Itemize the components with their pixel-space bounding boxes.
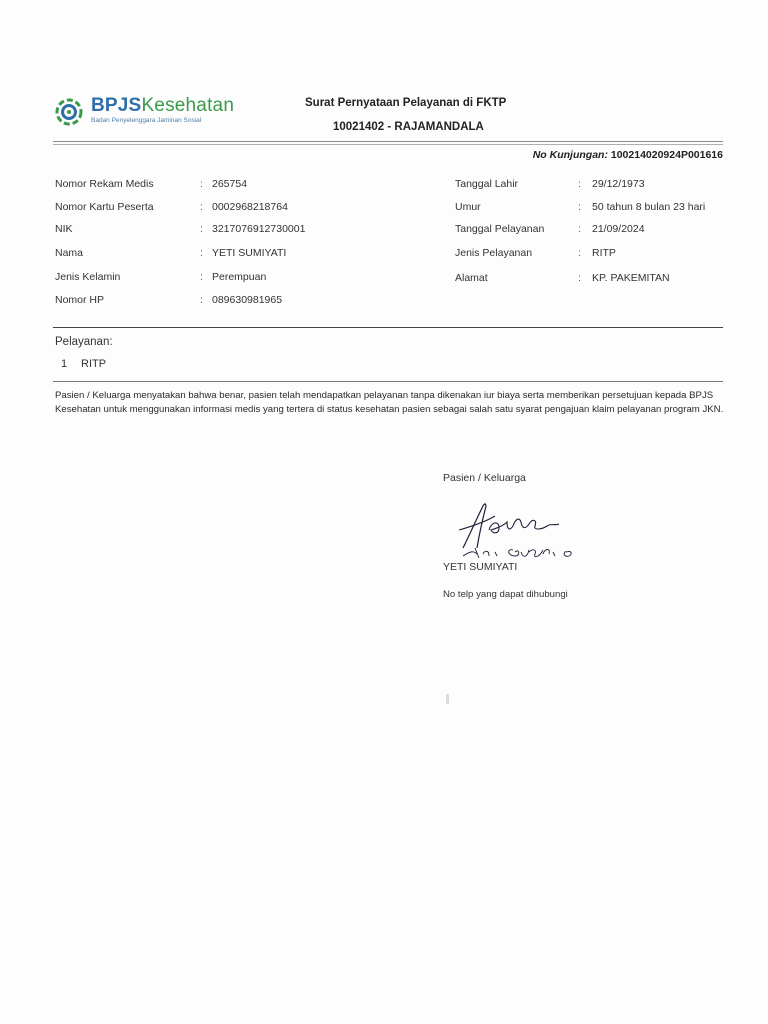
handwritten-signature: [455, 496, 615, 566]
field-label-birth-date: Tanggal Lahir: [455, 178, 519, 190]
field-label-address: Alamat: [455, 272, 488, 284]
field-label-gender: Jenis Kelamin: [55, 271, 121, 283]
field-value-medical-record: 265754: [212, 178, 248, 190]
signature-label: Pasien / Keluarga: [443, 472, 526, 484]
document-title: Surat Pernyataan Pelayanan di FKTP: [305, 97, 507, 109]
facility-code: 10021402 - RAJAMANDALA: [333, 121, 484, 133]
phone-contact-label: No telp yang dapat dihubungi: [443, 589, 568, 600]
field-value-nik: 3217076912730001: [212, 223, 306, 235]
brand-subtitle: Badan Penyelenggara Jaminan Sosial: [91, 117, 202, 124]
service-item-number: 1: [61, 358, 68, 370]
document-page: BPJSKesehatan Badan Penyelenggara Jaminan Sosial Surat Pernyataan Pelayanan di FKTP 10021402 - RAJAMANDALA No Kunjungan: 100214020924P001616 Nomor Rekam Medis : 265754 Nomor Kartu Peserta : 0002968218764 NIK : 3217076912730001 Nama : YETI SUMIYATI Jenis Kelamin : Perempuan Nomor HP : 089630981965 Tanggal Lahir : 29/12/1973 Umur : 50 tahun 8 bulan 23 hari Tanggal Pelayanan : 21/09/2024 Jenis Pelayanan : RITP Alamat : KP. PAKEMITAN Pelayanan: 1 RITP Pasien / Keluarga menyatakan bahwa benar, pasien telah mendapatkan pelayanan tanpa dikenakan iur biaya serta memberikan persetujuan kepada BPJS Kesehatan untuk menggunakan informasi medis yang tertera di status kesehatan pasien sebagai salah satu syarat pengajuan klaim pelayanan program JKN. Pasien / Keluarga YETI SUMIYATI No telp yang dapat dihubungi: [0, 0, 768, 1024]
field-value-age: 50 tahun 8 bulan 23 hari: [592, 201, 706, 213]
field-label-service-date: Tanggal Pelayanan: [455, 223, 545, 235]
field-label-phone: Nomor HP: [55, 294, 105, 306]
header-divider-bottom: [53, 144, 723, 145]
field-label-medical-record: Nomor Rekam Medis: [55, 178, 154, 190]
bpjs-logo-icon: [55, 98, 83, 126]
scan-artifact: [446, 694, 449, 704]
bpjs-logo: [55, 96, 234, 126]
field-value-address: KP. PAKEMITAN: [592, 272, 670, 284]
field-value-gender: Perempuan: [212, 271, 267, 283]
header-divider-top: [53, 141, 723, 142]
field-value-birth-date: 29/12/1973: [592, 178, 645, 190]
services-label: Pelayanan:: [55, 336, 113, 348]
field-value-name: YETI SUMIYATI: [212, 247, 287, 259]
service-item: [61, 358, 106, 370]
field-label-nik: NIK: [55, 223, 73, 235]
section-divider: [53, 327, 723, 328]
field-value-service-type: RITP: [592, 247, 616, 259]
field-label-service-type: Jenis Pelayanan: [455, 247, 533, 259]
consent-statement: Pasien / Keluarga menyatakan bahwa benar, pasien telah mendapatkan pelayanan tanpa dikenakan iur biaya serta memberikan persetujuan kepada BPJS Kesehatan untuk menggunakan informasi medis yang tertera di status kesehatan pasien sebagai salah satu syarat pengajuan klaim pelayanan program JKN.: [55, 390, 724, 415]
field-value-service-date: 21/09/2024: [592, 223, 645, 235]
field-value-phone: 089630981965: [212, 294, 283, 306]
visit-number: No Kunjungan: 100214020924P001616: [532, 149, 723, 161]
signer-name: YETI SUMIYATI: [443, 561, 518, 573]
field-value-card-number: 0002968218764: [212, 201, 288, 213]
brand-name: BPJSKesehatan: [91, 95, 235, 116]
field-label-card-number: Nomor Kartu Peserta: [55, 201, 154, 213]
service-item-name: RITP: [81, 358, 107, 370]
field-label-name: Nama: [55, 247, 84, 259]
statement-divider: [53, 381, 723, 382]
field-label-age: Umur: [455, 201, 481, 213]
